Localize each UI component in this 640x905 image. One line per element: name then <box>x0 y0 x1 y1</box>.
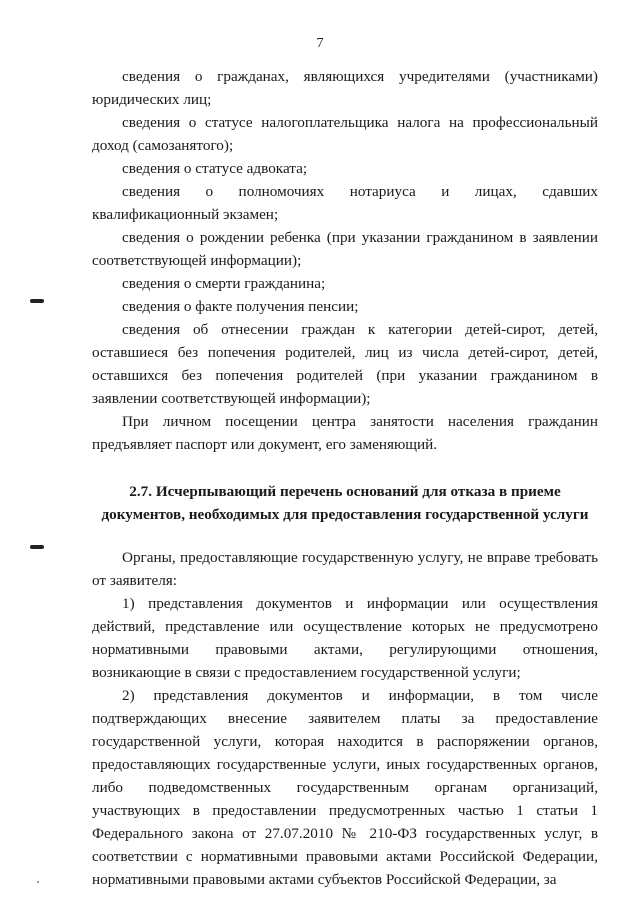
paragraph-lawyer-status: сведения о статусе адвоката; <box>122 160 308 177</box>
paragraph-pension-fact: сведения о факте получения пенсии; <box>122 298 359 315</box>
paragraph-passport-requirement: При личном посещении центра занятости населения гражданин предъявляет паспорт или документ, его заменяющий. <box>92 413 598 453</box>
paragraph-item-2: 2) представления документов и информации, в том числе подтверждающих внесение заявителем платы за предоставление государственной услуги, которая находится в распоряжении органов, предоставляющих государственные услуги, иных государственных органов, либо подведомственных государственным органам организаций, участвующих в предоставлении предусмотренных частью 1 статьи 1 Федерального закона от 27.07.2010 № 210-ФЗ государственных услуг, в соответствии с нормативными правовыми актами Российской Федерации, нормативными правовыми актами субъектов Российской Федерации, за <box>92 687 598 888</box>
paragraph-citizen-death: сведения о смерти гражданина; <box>122 275 326 292</box>
paragraph-not-entitled: Органы, предоставляющие государственную услугу, не вправе требовать от заявителя: <box>92 549 598 589</box>
paragraph-orphan-category: сведения об отнесении граждан к категории детей-сирот, детей, оставшиеся без попечения родителей, лиц из числа детей-сирот, детей, оставшихся без попечения родителей (при указании гражданином в заявлении соответствующей информации); <box>92 321 598 407</box>
paragraph-item-1: 1) представления документов и информации или осуществления действий, представление или осуществление которых не предусмотрено нормативными правовыми актами, регулирующими отношения, возникающие в связи с предоставлением государственной услуги; <box>92 595 598 681</box>
document-body <box>92 65 598 891</box>
paragraph-notary-powers: сведения о полномочиях нотариуса и лицах, сдавших квалификационный экзамен; <box>92 183 598 223</box>
paragraph-self-employed-status: сведения о статусе налогоплательщика налога на профессиональный доход (самозанятого); <box>92 114 598 154</box>
scan-artifact-mark <box>30 545 44 549</box>
scan-artifact-mark <box>30 299 44 303</box>
scan-artifact-dot <box>37 881 39 883</box>
page-number: 7 <box>316 36 324 51</box>
section-heading: 2.7. Исчерпывающий перечень оснований для отказа в приеме документов, необходимых для предоставления государственной услуги <box>101 483 589 523</box>
paragraph-founders-info: сведения о гражданах, являющихся учредителями (участниками) юридических лиц; <box>92 68 598 108</box>
paragraph-child-birth: сведения о рождении ребенка (при указании гражданином в заявлении соответствующей информации); <box>92 229 598 269</box>
